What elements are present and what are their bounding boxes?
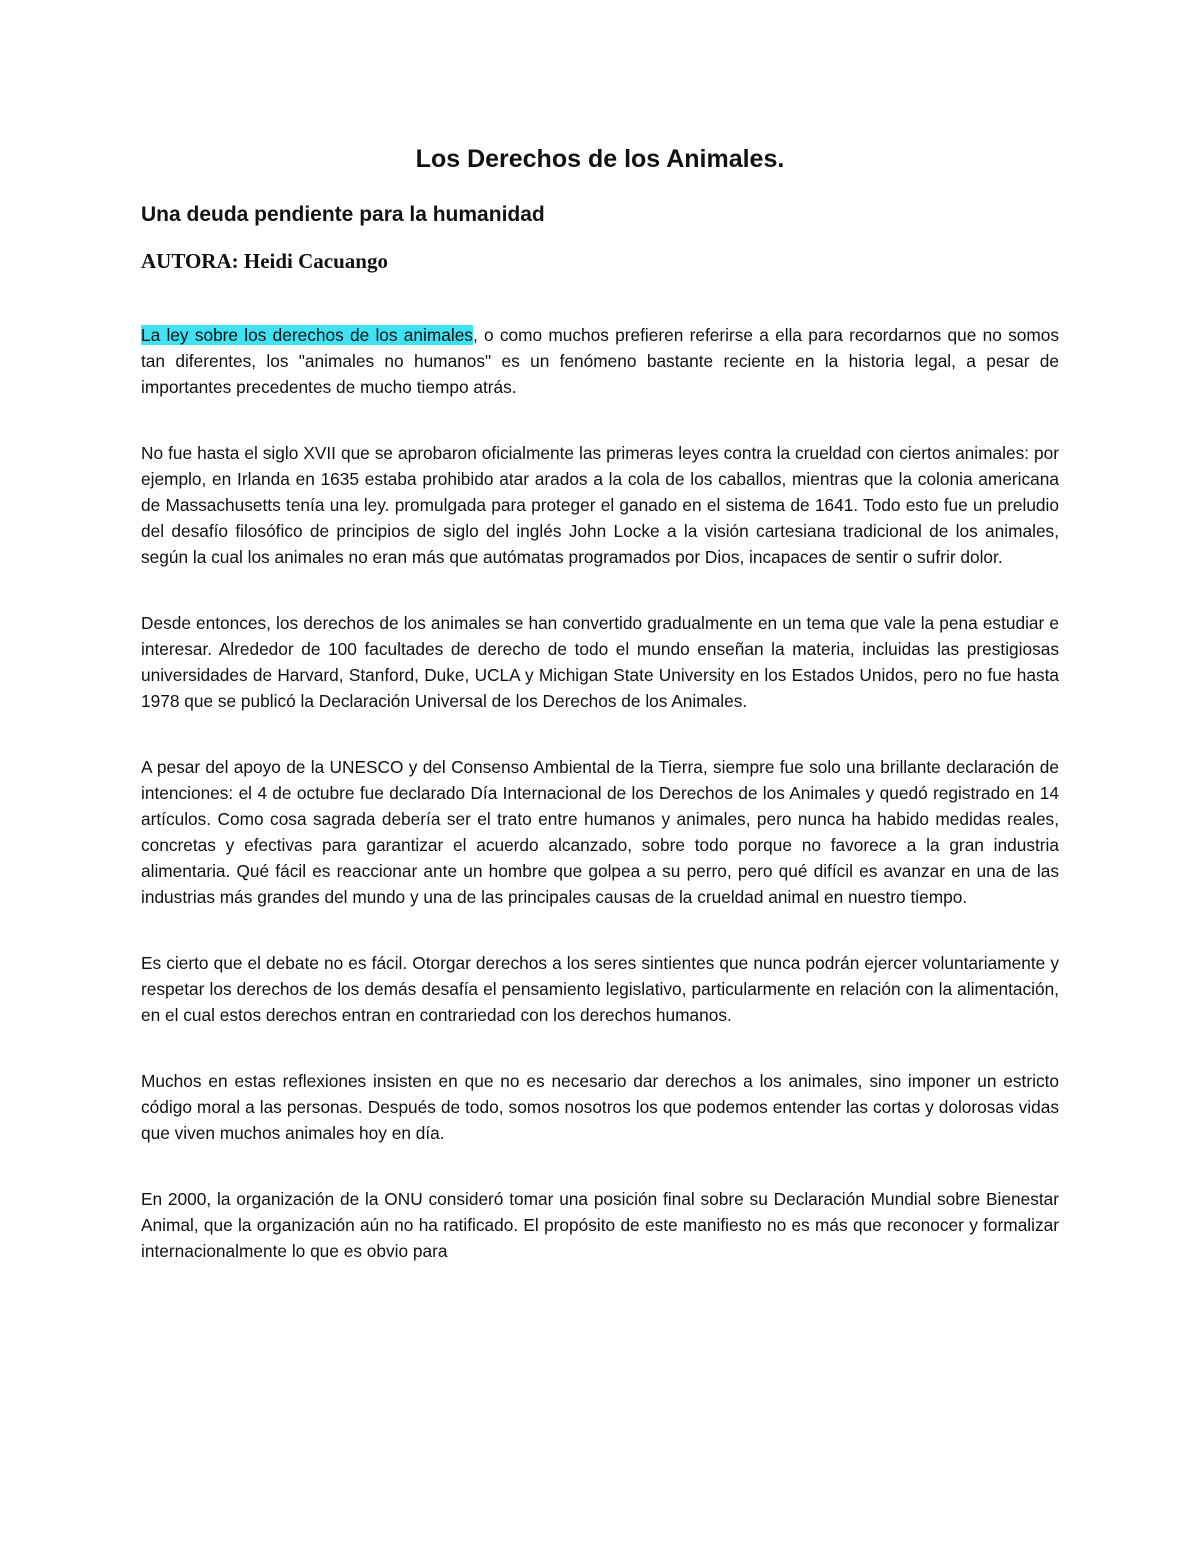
paragraph-text: Es cierto que el debate no es fácil. Otorgar derechos a los seres sintientes que nunca podrán ejercer voluntariamente y respetar los derechos de los demás desafía el pensamiento legislativo, particularmente en relación con la alimentación, en el cual estos derechos entran en contrariedad con los derechos humanos. (141, 953, 1059, 1025)
paragraph (141, 950, 1059, 1028)
document-subtitle: Una deuda pendiente para la humanidad (141, 203, 545, 226)
paragraph (141, 322, 1059, 400)
document-page (141, 140, 1059, 1264)
paragraph-text: A pesar del apoyo de la UNESCO y del Consenso Ambiental de la Tierra, siempre fue solo una brillante declaración de intenciones: el 4 de octubre fue declarado Día Internacional de los Derechos de los Animales y quedó registrado en 14 artículos. Como cosa sagrada debería ser el trato entre humanos y animales, pero nunca ha habido medidas reales, concretas y efectivas para garantizar el acuerdo alcanzado, sobre todo porque no favorece a la gran industria alimentaria. Qué fácil es reaccionar ante un hombre que golpea a su perro, pero qué difícil es avanzar en una de las industrias más grandes del mundo y una de las principales causas de la crueldad animal en nuestro tiempo. (141, 757, 1059, 907)
author-line: AUTORA: Heidi Cacuango (141, 249, 388, 273)
highlighted-text: La ley sobre los derechos de los animales (141, 325, 473, 345)
paragraph (141, 754, 1059, 910)
paragraph (141, 1068, 1059, 1146)
paragraph-text: En 2000, la organización de la ONU consideró tomar una posición final sobre su Declaración Mundial sobre Bienestar Animal, que la organización aún no ha ratificado. El propósito de este manifiesto no es más que reconocer y formalizar internacionalmente lo que es obvio para (141, 1189, 1059, 1261)
paragraph-text: No fue hasta el siglo XVII que se aprobaron oficialmente las primeras leyes contra la crueldad con ciertos animales: por ejemplo, en Irlanda en 1635 estaba prohibido atar arados a la cola de los caballos, mientras que la colonia americana de Massachusetts tenía una ley. promulgada para proteger el ganado en el sistema de 1641. Todo esto fue un preludio del desafío filosófico de principios de siglo del inglés John Locke a la visión cartesiana tradicional de los animales, según la cual los animales no eran más que autómatas programados por Dios, incapaces de sentir o sufrir dolor. (141, 443, 1059, 567)
paragraph-text: Muchos en estas reflexiones insisten en que no es necesario dar derechos a los animales, sino imponer un estricto código moral a las personas. Después de todo, somos nosotros los que podemos entender las cortas y dolorosas vidas que viven muchos animales hoy en día. (141, 1071, 1059, 1143)
paragraph-text: Desde entonces, los derechos de los animales se han convertido gradualmente en un tema que vale la pena estudiar e interesar. Alrededor de 100 facultades de derecho de todo el mundo enseñan la materia, incluidas las prestigiosas universidades de Harvard, Stanford, Duke, UCLA y Michigan State University en los Estados Unidos, pero no fue hasta 1978 que se publicó la Declaración Universal de los Derechos de los Animales. (141, 613, 1059, 711)
paragraph (141, 610, 1059, 714)
paragraph (141, 1186, 1059, 1264)
document-title: Los Derechos de los Animales. (415, 145, 785, 173)
paragraph (141, 440, 1059, 570)
paragraph-text: , o como muchos prefieren referirse a ella para recordarnos que no somos tan diferentes, los "animales no humanos" es un fenómeno bastante reciente en la historia legal, a pesar de importantes precedentes de mucho tiempo atrás. (141, 325, 1059, 397)
